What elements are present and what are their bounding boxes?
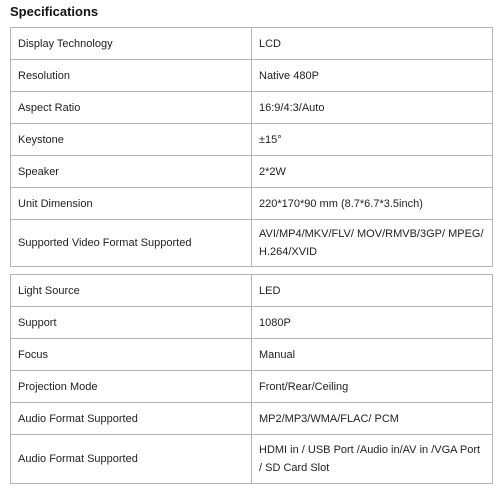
spec-label: Audio Format Supported xyxy=(11,435,252,484)
table-row xyxy=(11,28,493,60)
spec-value: AVI/MP4/MKV/FLV/ MOV/RMVB/3GP/ MPEG/H.264/XVID xyxy=(252,220,493,267)
spec-label: Audio Format Supported xyxy=(11,403,252,435)
table-row xyxy=(11,403,493,435)
table-row xyxy=(11,275,493,307)
table-row xyxy=(11,188,493,220)
spec-value: Native 480P xyxy=(252,60,493,92)
specifications-table-2 xyxy=(10,274,493,484)
spec-value: LCD xyxy=(252,28,493,60)
spec-label: Display Technology xyxy=(11,28,252,60)
section-heading: Specifications xyxy=(10,4,99,19)
spec-value: MP2/MP3/WMA/FLAC/ PCM xyxy=(252,403,493,435)
table-row xyxy=(11,220,493,267)
spec-value: Manual xyxy=(252,339,493,371)
spec-value: LED xyxy=(252,275,493,307)
table-row xyxy=(11,371,493,403)
spec-value: 2*2W xyxy=(252,156,493,188)
spec-value: 1080P xyxy=(252,307,493,339)
spec-label: Unit Dimension xyxy=(11,188,252,220)
spec-value: 220*170*90 mm (8.7*6.7*3.5inch) xyxy=(252,188,493,220)
spec-label: Supported Video Format Supported xyxy=(11,220,252,267)
spec-label: Speaker xyxy=(11,156,252,188)
table-row xyxy=(11,435,493,484)
table-row xyxy=(11,124,493,156)
spec-value: HDMI in / USB Port /Audio in/AV in /VGA Port / SD Card Slot xyxy=(252,435,493,484)
spec-value: 16:9/4:3/Auto xyxy=(252,92,493,124)
table-row xyxy=(11,307,493,339)
table-row xyxy=(11,60,493,92)
spec-label: Keystone xyxy=(11,124,252,156)
table-row xyxy=(11,339,493,371)
spec-label: Projection Mode xyxy=(11,371,252,403)
spec-label: Light Source xyxy=(11,275,252,307)
table-row xyxy=(11,156,493,188)
spec-label: Resolution xyxy=(11,60,252,92)
spec-label: Aspect Ratio xyxy=(11,92,252,124)
table-row xyxy=(11,92,493,124)
specifications-table-1 xyxy=(10,27,493,267)
spec-label: Focus xyxy=(11,339,252,371)
spec-value: Front/Rear/Ceiling xyxy=(252,371,493,403)
spec-label: Support xyxy=(11,307,252,339)
spec-value: ±15° xyxy=(252,124,493,156)
